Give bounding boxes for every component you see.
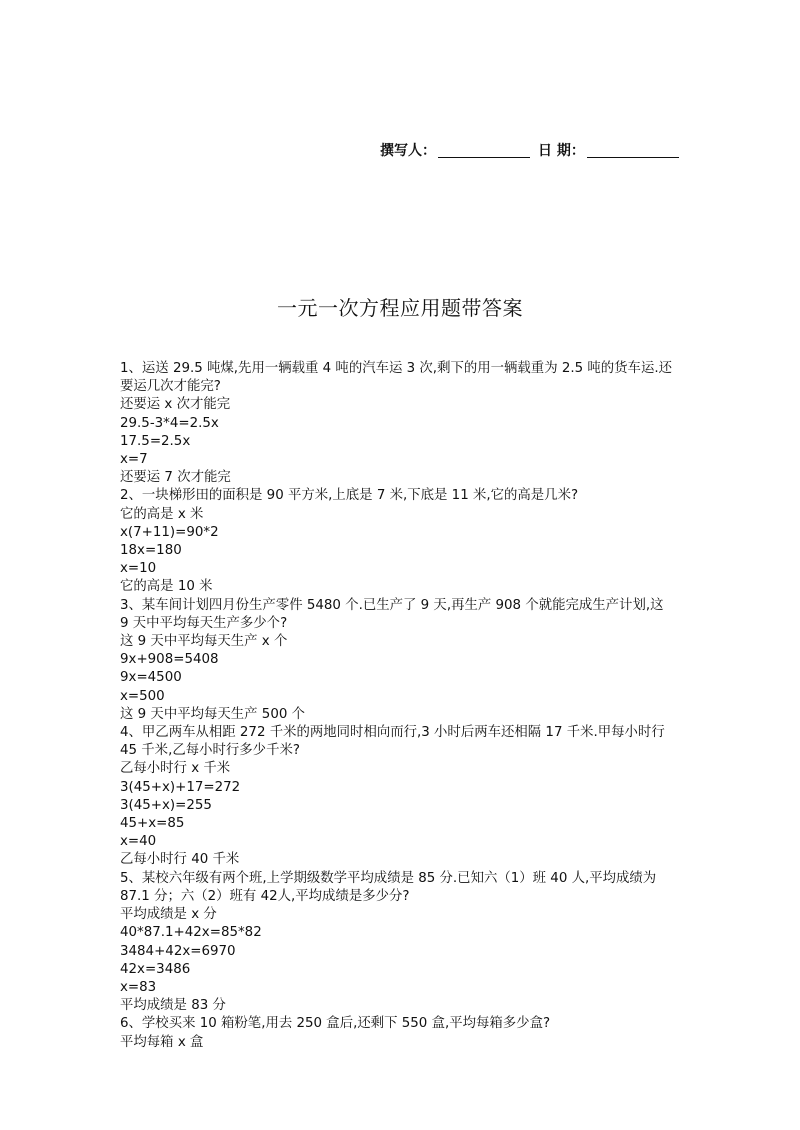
text-line: 87.1 分；六（2）班有 42人,平均成绩是多少分?	[120, 888, 410, 904]
document-header	[380, 140, 681, 160]
text-line: 要运几次才能完?	[120, 379, 221, 395]
text-line: 还要运 7 次才能完	[120, 470, 231, 486]
text-line: x=10	[120, 561, 157, 577]
text-line: 45 千米,乙每小时行多少千米?	[120, 743, 300, 759]
text-line: x(7+11)=90*2	[120, 524, 219, 540]
text-line: 平均每箱 x 盒	[120, 1034, 204, 1050]
text-line: x=500	[120, 688, 165, 704]
text-line: x=40	[120, 834, 157, 850]
text-line: 45+x=85	[120, 816, 185, 832]
document-body	[120, 360, 686, 1052]
author-label: 撰写人：	[380, 143, 436, 159]
text-line: x=83	[120, 979, 157, 995]
text-line: 它的高是 x 米	[120, 506, 204, 522]
text-line: 9x=4500	[120, 670, 182, 686]
text-line: 3(45+x)=255	[120, 797, 212, 813]
date-blank	[587, 143, 679, 158]
author-blank	[438, 143, 530, 158]
text-line: 40*87.1+42x=85*82	[120, 925, 262, 941]
text-line: 还要运 x 次才能完	[120, 397, 231, 413]
text-line: 3484+42x=6970	[120, 943, 236, 959]
text-line: 5、某校六年级有两个班,上学期级数学平均成绩是 85 分.已知六（1）班 40 人,平均成绩为	[120, 870, 657, 886]
text-line: 29.5-3*4=2.5x	[120, 415, 219, 431]
text-line: 平均成绩是 x 分	[120, 907, 217, 923]
date-label: 日 期：	[538, 143, 585, 159]
text-line: 4、甲乙两车从相距 272 千米的两地同时相向而行,3 小时后两车还相隔 17 千米.甲每小时行	[120, 725, 665, 741]
text-line: 这 9 天中平均每天生产 500 个	[120, 706, 306, 722]
text-line: 平均成绩是 83 分	[120, 998, 226, 1014]
text-line: x=7	[120, 452, 148, 468]
text-line: 3(45+x)+17=272	[120, 779, 241, 795]
text-line: 42x=3486	[120, 961, 191, 977]
text-line: 乙每小时行 x 千米	[120, 761, 231, 777]
text-line: 3、某车间计划四月份生产零件 5480 个.已生产了 9 天,再生产 908 个就能完成生产计划,这	[120, 597, 664, 613]
text-line: 9x+908=5408	[120, 652, 219, 668]
page-title: 一元一次方程应用题带答案	[277, 296, 523, 320]
text-line: 18x=180	[120, 543, 182, 559]
text-line: 9 天中平均每天生产多少个?	[120, 615, 288, 631]
text-line: 1、运送 29.5 吨煤,先用一辆载重 4 吨的汽车运 3 次,剩下的用一辆载重为 2.5 吨的货车运.还	[120, 361, 672, 376]
text-line: 2、一块梯形田的面积是 90 平方米,上底是 7 米,下底是 11 米,它的高是几米?	[120, 488, 579, 504]
text-line: 6、学校买来 10 箱粉笔,用去 250 盒后,还剩下 550 盒,平均每箱多少盒?	[120, 1016, 551, 1032]
text-line: 这 9 天中平均每天生产 x 个	[120, 634, 288, 650]
text-line: 17.5=2.5x	[120, 433, 191, 449]
text-line: 乙每小时行 40 千米	[120, 852, 240, 868]
text-line: 它的高是 10 米	[120, 579, 213, 595]
